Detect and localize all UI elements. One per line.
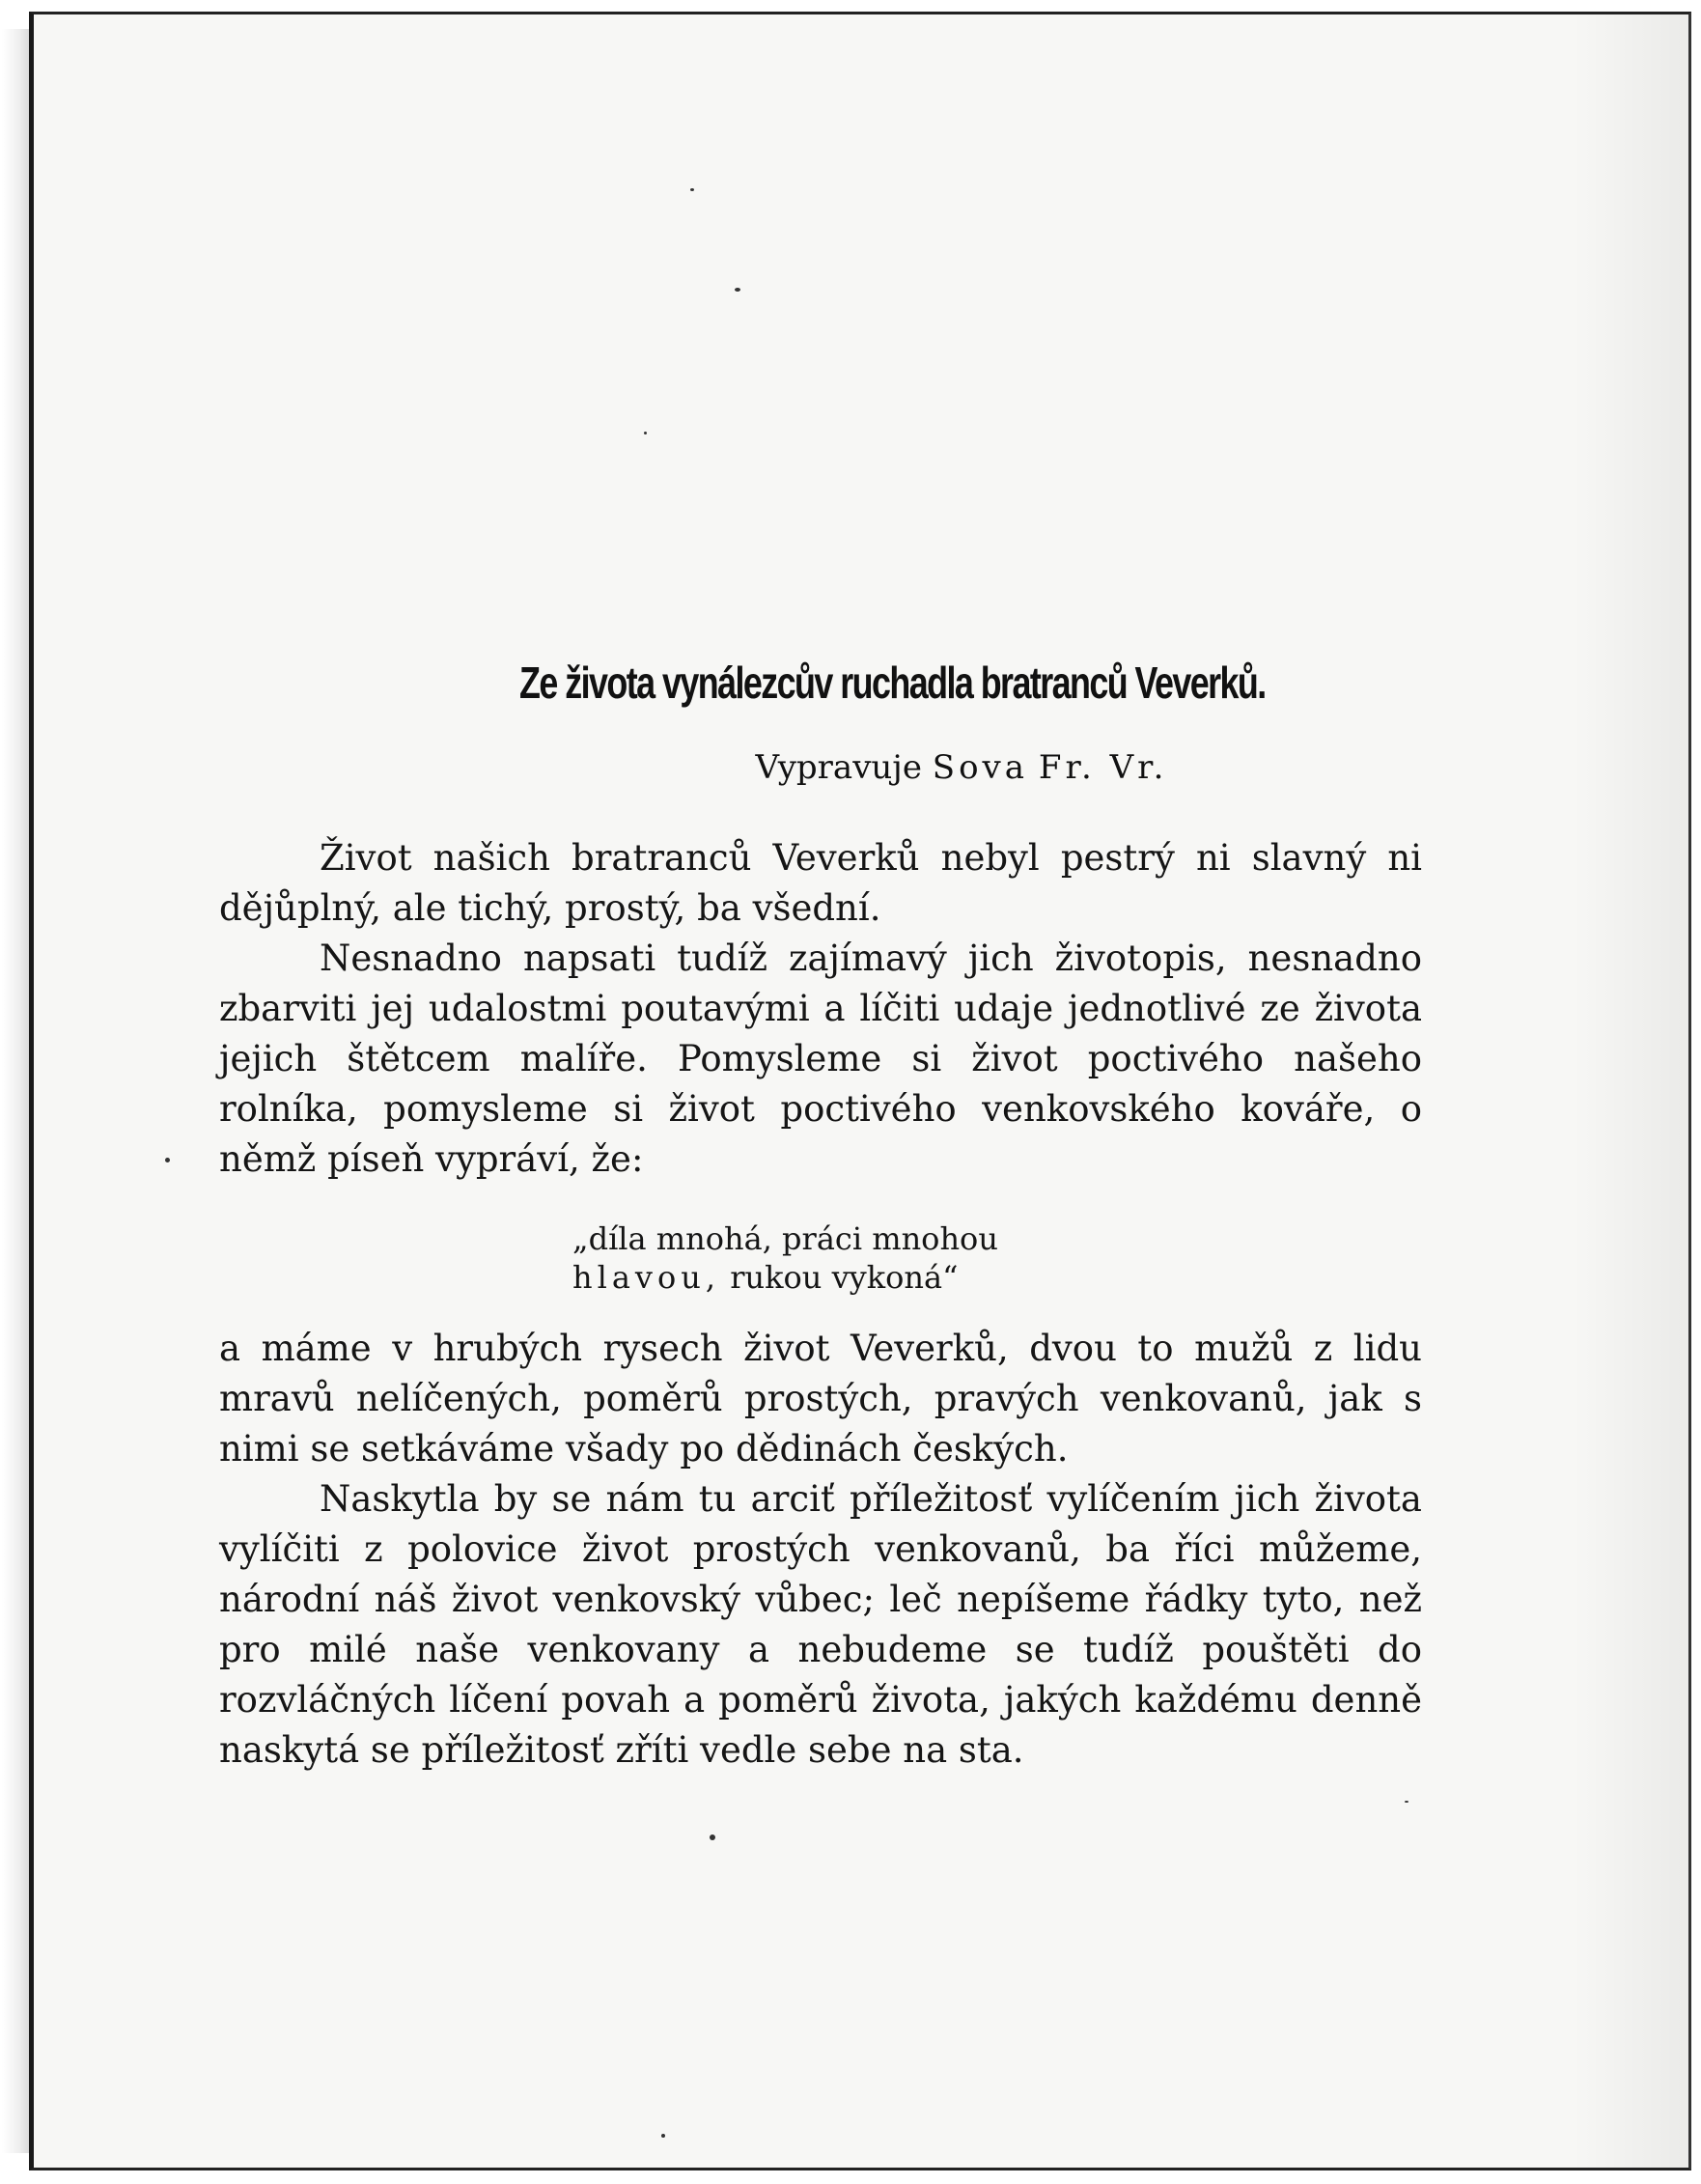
- verse-line-2-end: rukou vykoná“: [730, 1259, 959, 1296]
- byline-prefix: Vypravuje: [755, 748, 922, 787]
- ink-speck: [644, 432, 647, 434]
- body-block-bottom: [219, 1324, 1422, 1776]
- verse-line-1: „díla mnohá, práci mnohou: [572, 1220, 998, 1257]
- verse-line-2: [572, 1258, 998, 1297]
- byline-suffix: Fr. Vr.: [1038, 748, 1168, 787]
- chapter-title: Ze života vynálezcův ruchadla bratranců Veverků.: [519, 658, 1266, 708]
- ink-speck: [735, 288, 740, 292]
- book-spine-shadow: [2, 29, 29, 2153]
- page-sheet: [29, 12, 1691, 2170]
- paragraph-1: Život našich bratranců Veverků nebyl pestrý ni slavný ni dějůplný, ale tichý, prostý, ba všední.: [219, 837, 1422, 929]
- ink-speck: [690, 188, 694, 191]
- body-block-top: [219, 833, 1422, 1185]
- ink-speck: [165, 1158, 170, 1162]
- paragraph-4: Naskytla by se nám tu arciť příležitosť vylíčením jich života vylíčiti z polovice život prostých venkovanů, ba říci můžeme, národní náš život venkovský vůbec; leč nepíšeme řádky tyto, než pro milé naše venkovany a nebudeme se tudíž pouštěti do rozvláčných líčení povah a poměrů života, jakých každému denně naskytá se příležitosť zříti vedle sebe na sta.: [219, 1478, 1422, 1771]
- byline-name: Sova: [932, 748, 1029, 787]
- ink-speck: [661, 2134, 665, 2138]
- page-edge-shadow: [1573, 14, 1688, 2168]
- byline: [34, 748, 1696, 787]
- paragraph-2: Nesnadno napsati tudíž zajímavý jich životopis, nesnadno zbarviti jej udalostmi poutavými a líčiti udaje jednotlivé ze života jejich štětcem malíře. Pomysleme si život poctivého našeho rolníka, pomysleme si život poctivého venkovského kováře, o němž píseň vypráví, že:: [219, 938, 1422, 1180]
- ink-speck: [710, 1834, 715, 1840]
- paragraph-3: a máme v hrubých rysech život Veverků, dvou to mužů z lidu mravů nelíčených, poměrů prostých, pravých venkovanů, jak s nimi se setkáváme všady po dědinách českých.: [219, 1328, 1422, 1470]
- quoted-verse: [572, 1219, 998, 1297]
- ink-speck: [1405, 1801, 1408, 1803]
- verse-line-2-start: hlavou,: [572, 1259, 721, 1296]
